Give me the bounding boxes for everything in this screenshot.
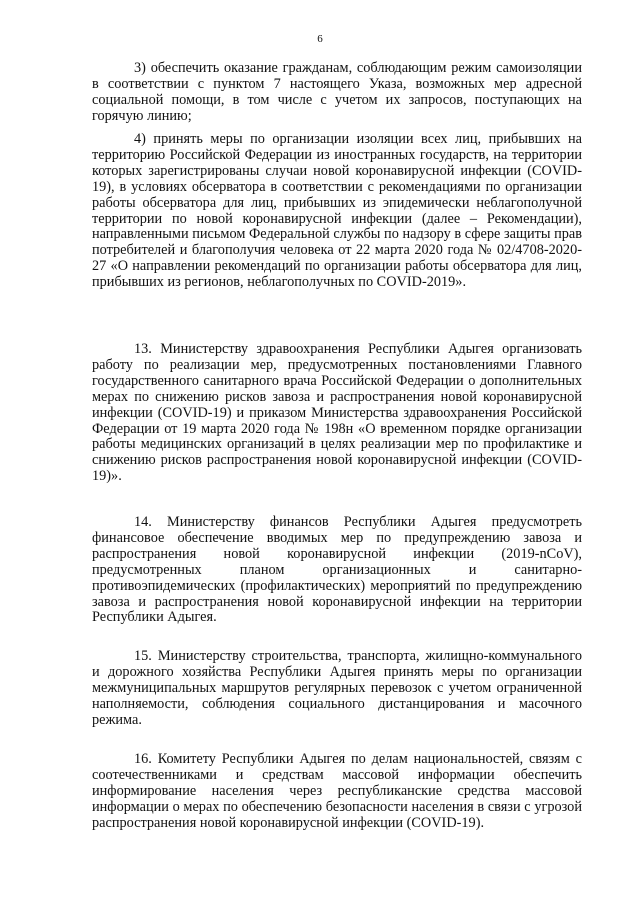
page-number: 6 <box>317 33 323 45</box>
paragraph-item-3: 3) обеспечить оказание гражданам, соблюдающим режим самоизоляции в соответствии с пунктом 7 настоящего Указа, возможных мер адресной социальной помощи, в том числе с учетом их запросов, поступающих на горячую линию; <box>92 60 582 124</box>
paragraph-item-15: 15. Министерству строительства, транспорта, жилищно-коммунального и дорожного хозяйства Республики Адыгея принять меры по организации межмуниципальных маршрутов регулярных перевозок с учетом ограниченной наполняемости, соблюдения социального дистанцирования и масочного режима. <box>92 648 582 728</box>
paragraph-item-13: 13. Министерству здравоохранения Республики Адыгея организовать работу по реализации мер, предусмотренных постановлениями Главного государственного санитарного врача Российской Федерации о дополнительных мерах по снижению рисков завоза и распространения новой коронавирусной инфекции (COVID-19) и приказом Министерства здравоохранения Российской Федерации от 19 марта 2020 года № 198н «О временном порядке организации работы медицинских организаций в целях реализации мер по профилактике и снижению рисков распространения новой коронавирусной инфекции (COVID-19)». <box>92 341 582 485</box>
paragraph-item-16: 16. Комитету Республики Адыгея по делам национальностей, связям с соотечественниками и средствам массовой информации обеспечить информирование населения через республиканские средства массовой информации о мерах по обеспечению безопасности населения в связи с угрозой распространения новой коронавирусной инфекции (COVID-19). <box>92 751 582 831</box>
paragraph-item-4: 4) принять меры по организации изоляции всех лиц, прибывших на территорию Российской Федерации из иностранных государств, на территории которых зарегистрированы случаи новой коронавирусной инфекции (COVID-19), в условиях обсерватора в соответствии с рекомендациями по организации работы обсерватора для лиц, прибывших из эпидемически неблагополучной территории по новой коронавирусной инфекции (далее – Рекомендации), направленными письмом Федеральной службы по надзору в сфере защиты прав потребителей и благополучия человека от 22 марта 2020 года № 02/4708-2020-27 «О направлении рекомендаций по организации работы обсерватора для лиц, прибывших из регионов, неблагополучных по COVID-2019». <box>92 131 582 291</box>
paragraph-item-14: 14. Министерству финансов Республики Адыгея предусмотреть финансовое обеспечение вводимых мер по предупреждению завоза и распространения новой коронавирусной инфекции (2019-nCoV), предусмотренных планом организационных и санитарно-противоэпидемических (профилактических) мероприятий по предупреждению завоза и распространения новой коронавирусной инфекции на территории Республики Адыгея. <box>92 514 582 626</box>
